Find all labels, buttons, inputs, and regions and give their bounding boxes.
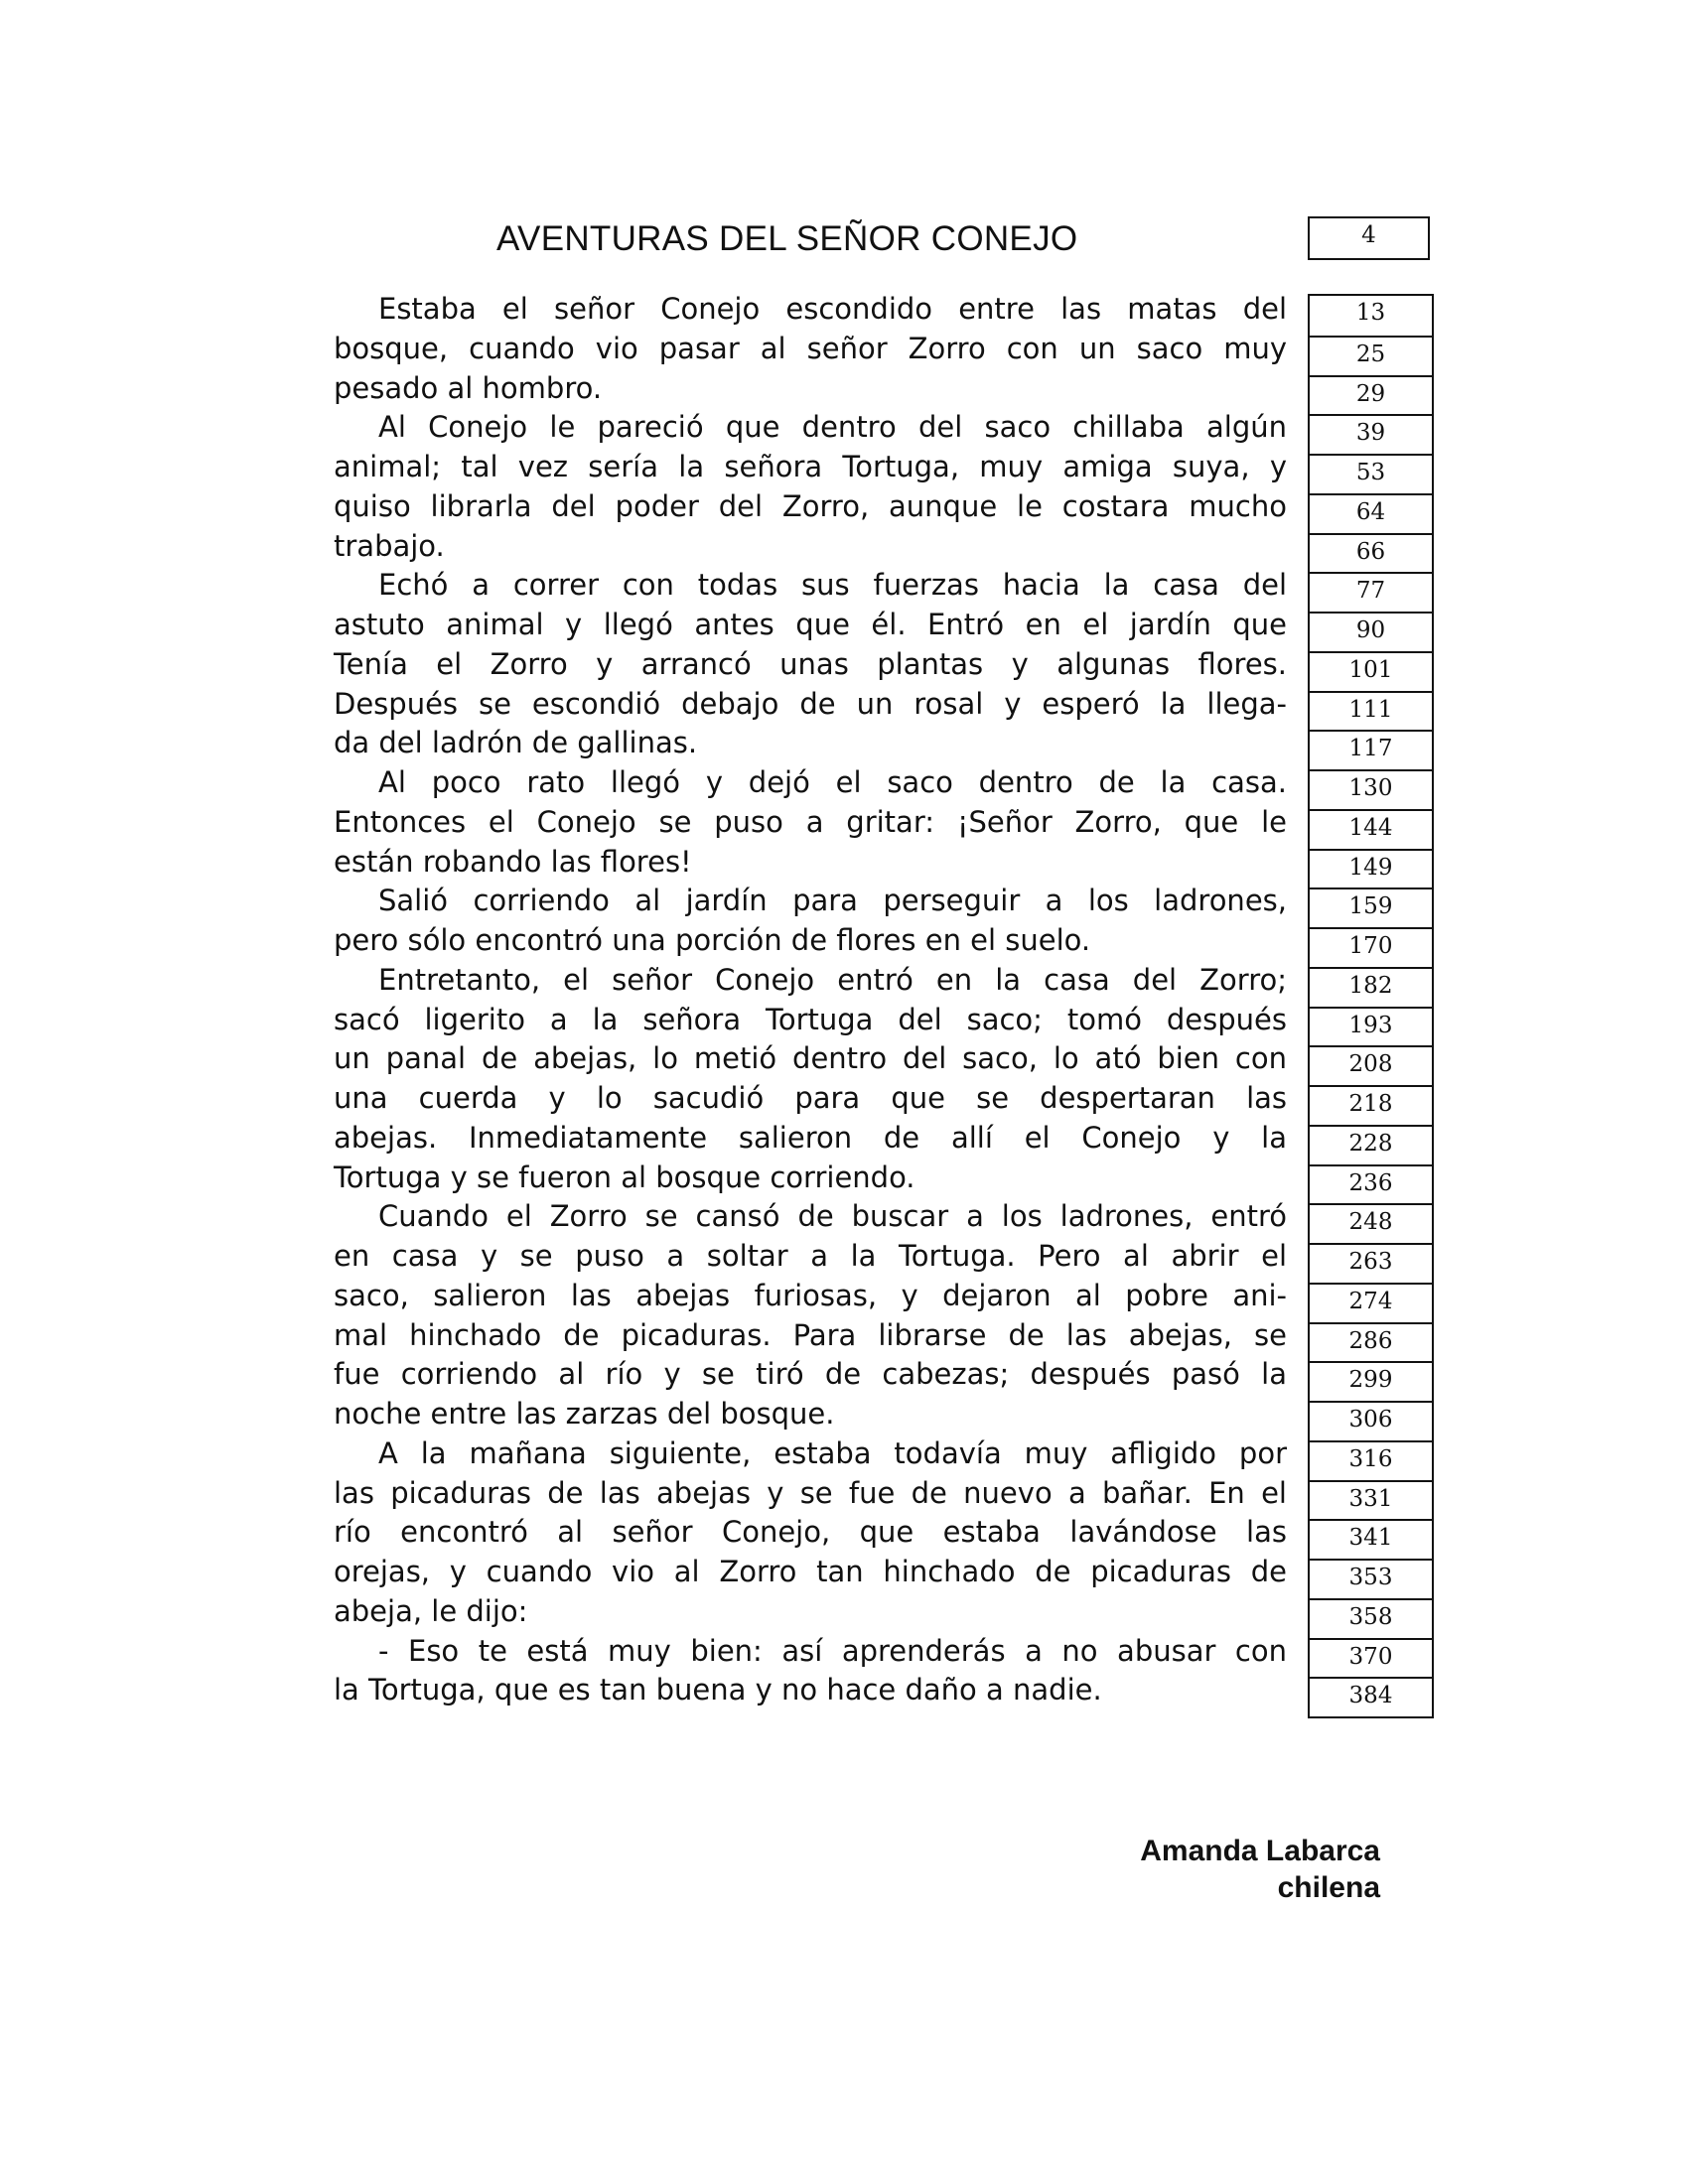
story-line: Salió corriendo al jardín para perseguir a los ladrones, xyxy=(378,884,1287,918)
word-count-cell: 299 xyxy=(1310,1361,1432,1401)
word-count-cell: 90 xyxy=(1310,612,1432,651)
story-line: Al Conejo le pareció que dentro del saco chillaba algún xyxy=(378,410,1287,445)
story-line: las picaduras de las abejas y se fue de nuevo a bañar. En el xyxy=(334,1475,1287,1510)
word-count-cell: 77 xyxy=(1310,572,1432,612)
word-count-cell: 53 xyxy=(1310,454,1432,493)
story-line: astuto animal y llegó antes que él. Entró en el jardín que xyxy=(334,608,1287,641)
word-count-cell: 117 xyxy=(1310,730,1432,769)
story-line: orejas, y cuando vio al Zorro tan hinchado de picaduras de xyxy=(334,1555,1287,1588)
word-count-cell: 39 xyxy=(1310,414,1432,454)
word-count-cell: 358 xyxy=(1310,1598,1432,1638)
word-count-cell: 263 xyxy=(1310,1243,1432,1283)
word-count-cell: 159 xyxy=(1310,887,1432,927)
word-count-cell: 182 xyxy=(1310,967,1432,1007)
story-line: A la mañana siguiente, estaba todavía muy afligido por xyxy=(378,1435,1287,1470)
word-count-cell: 236 xyxy=(1310,1164,1432,1204)
story-line: la Tortuga, que es tan buena y no hace daño a nadie. xyxy=(334,1673,1102,1707)
word-count-cell: 170 xyxy=(1310,927,1432,967)
author-nationality: chilena xyxy=(1277,1871,1380,1904)
story-line: bosque, cuando vio pasar al señor Zorro con un saco muy xyxy=(334,331,1287,365)
word-count-cell: 306 xyxy=(1310,1401,1432,1440)
story-body xyxy=(334,290,1287,1710)
word-count-cell: 208 xyxy=(1310,1045,1432,1085)
story-line: Cuando el Zorro se cansó de buscar a los ladrones, entró xyxy=(378,1199,1287,1234)
story-line: pero sólo encontró una porción de flores en el suelo. xyxy=(334,923,1091,957)
story-line: Tortuga y se fueron al bosque corriendo. xyxy=(334,1160,915,1194)
story-line: fue corriendo al río y se tiró de cabezas; después pasó la xyxy=(334,1357,1287,1392)
story-line: da del ladrón de gallinas. xyxy=(334,726,698,760)
story-title: AVENTURAS DEL SEÑOR CONEJO xyxy=(496,219,1078,258)
word-count-cell: 218 xyxy=(1310,1085,1432,1125)
story-line: Al poco rato llegó y dejó el saco dentro de la casa. xyxy=(378,765,1287,799)
word-count-cell: 144 xyxy=(1310,809,1432,849)
word-count-cell: 341 xyxy=(1310,1519,1432,1559)
story-line: río encontró al señor Conejo, que estaba lavándose las xyxy=(334,1515,1287,1550)
word-count-cell: 274 xyxy=(1310,1283,1432,1322)
title-word-count: 4 xyxy=(1308,216,1430,260)
story-line: sacó ligerito a la señora Tortuga del saco; tomó después xyxy=(334,1002,1287,1036)
story-line: Estaba el señor Conejo escondido entre las matas del xyxy=(378,292,1287,326)
story-line: un panal de abejas, lo metió dentro del saco, lo ató bien con xyxy=(334,1041,1287,1076)
story-line: una cuerda y lo sacudió para que se despertaran las xyxy=(334,1081,1287,1115)
word-count-cell: 286 xyxy=(1310,1322,1432,1362)
word-count-cell: 370 xyxy=(1310,1638,1432,1678)
word-count-cell: 101 xyxy=(1310,651,1432,691)
story-line: animal; tal vez sería la señora Tortuga, muy amiga suya, y xyxy=(334,450,1287,483)
word-count-cell: 384 xyxy=(1310,1677,1432,1716)
word-count-cell: 66 xyxy=(1310,533,1432,573)
story-line: abejas. Inmediatamente salieron de allí el Conejo y la xyxy=(334,1120,1287,1155)
story-line: saco, salieron las abejas furiosas, y dejaron al pobre ani- xyxy=(334,1278,1287,1312)
word-count-cell: 193 xyxy=(1310,1007,1432,1046)
story-line: - Eso te está muy bien: así aprenderás a no abusar con xyxy=(378,1633,1287,1668)
story-line: Después se escondió debajo de un rosal y esperó la llega- xyxy=(334,686,1287,721)
story-line: Entretanto, el señor Conejo entró en la casa del Zorro; xyxy=(378,962,1287,997)
story-line: noche entre las zarzas del bosque. xyxy=(334,1397,835,1431)
author-credit xyxy=(1140,1833,1380,1906)
story-line: están robando las flores! xyxy=(334,844,692,879)
story-line: en casa y se puso a soltar a la Tortuga. Pero al abrir el xyxy=(334,1239,1287,1273)
word-count-cell: 13 xyxy=(1355,300,1386,326)
story-line: Echó a correr con todas sus fuerzas hacia la casa del xyxy=(378,568,1287,603)
story-line: quiso librarla del poder del Zorro, aunque le costara mucho xyxy=(334,488,1287,523)
word-count-cell: 228 xyxy=(1310,1125,1432,1164)
word-count-cell: 248 xyxy=(1310,1203,1432,1243)
word-count-cell: 130 xyxy=(1310,769,1432,809)
word-count-cell: 353 xyxy=(1310,1559,1432,1598)
word-count-cell: 331 xyxy=(1310,1480,1432,1520)
author-name: Amanda Labarca xyxy=(1140,1835,1380,1867)
word-count-cell: 111 xyxy=(1310,691,1432,731)
word-count-cell: 316 xyxy=(1310,1440,1432,1480)
story-line: abeja, le dijo: xyxy=(334,1593,528,1628)
story-line: Entonces el Conejo se puso a gritar: ¡Señor Zorro, que le xyxy=(334,804,1287,839)
story-line: Tenía el Zorro y arrancó unas plantas y algunas flores. xyxy=(334,646,1287,681)
word-count-cell: 149 xyxy=(1310,849,1432,888)
story-line: pesado al hombro. xyxy=(334,370,603,405)
story-line: mal hinchado de picaduras. Para librarse de las abejas, se xyxy=(334,1317,1287,1352)
word-count-column xyxy=(1308,294,1434,1718)
word-count-cell: 29 xyxy=(1310,375,1432,415)
word-count-cell: 64 xyxy=(1310,493,1432,533)
word-count-cell: 25 xyxy=(1310,336,1432,375)
story-line: trabajo. xyxy=(334,528,445,563)
